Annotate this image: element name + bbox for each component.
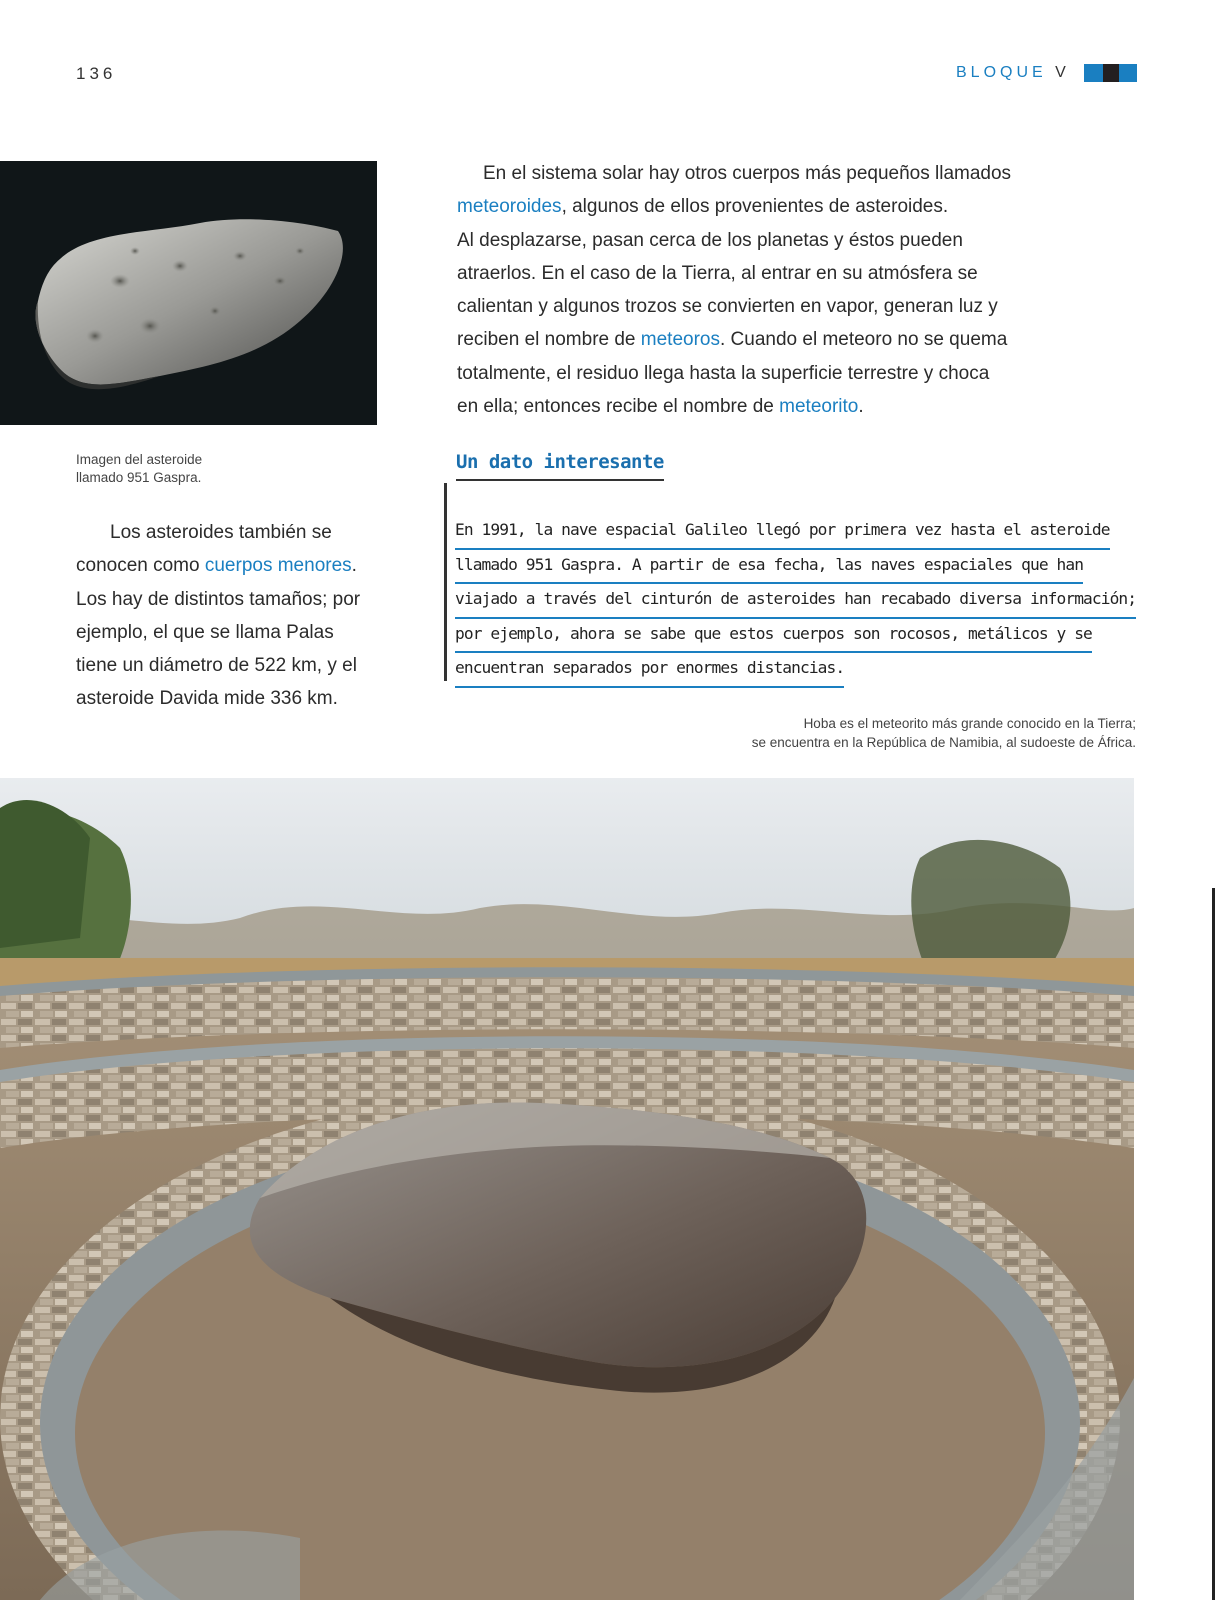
left-line-2: conocen como cuerpos menores. — [76, 555, 357, 577]
main-line-6: reciben el nombre de meteoros. Cuando el meteoro no se quema — [457, 329, 1008, 351]
hoba-caption — [600, 715, 1136, 752]
fact-line: En 1991, la nave espacial Galileo llegó por primera vez hasta el asteroide — [455, 515, 1110, 550]
hoba-meteorite-photo — [0, 778, 1134, 1600]
main-line-5: calientan y algunos trozos se convierten en vapor, generan luz y — [457, 296, 998, 318]
hoba-caption-line2: se encuentra en la República de Namibia, al sudoeste de África. — [751, 734, 1136, 750]
left-line-1: Los asteroides también se — [110, 522, 332, 543]
main-paragraph — [457, 157, 1067, 423]
term-meteoros: meteoros — [640, 329, 720, 351]
asteroid-illustration — [0, 161, 377, 425]
term-meteoroides: meteoroides — [457, 196, 562, 218]
fact-line: por ejemplo, ahora se sabe que estos cuerpos son rocosos, metálicos y se — [455, 619, 1092, 654]
fact-line: llamado 951 Gaspra. A partir de esa fecha, las naves espaciales que han — [455, 550, 1083, 585]
asteroid-caption — [76, 451, 296, 487]
fact-box-rule — [444, 483, 447, 681]
left-line-5: tiene un diámetro de 522 km, y el — [76, 655, 357, 677]
asteroid-gaspra-photo — [0, 161, 377, 425]
main-line-8: en ella; entonces recibe el nombre de meteorito. — [457, 396, 864, 418]
block-label — [956, 64, 1068, 82]
left-line-4: ejemplo, el que se llama Palas — [76, 621, 334, 643]
page-number: 136 — [76, 64, 117, 83]
main-line-3: Al desplazarse, pasan cerca de los planetas y éstos pueden — [457, 229, 963, 251]
block-bar-blue-left — [1084, 64, 1103, 82]
fact-line: viajado a través del cinturón de asteroides han recabado diversa información; — [455, 584, 1136, 619]
left-line-6: asteroide Davida mide 336 km. — [76, 688, 338, 710]
fact-box-title: Un dato interesante — [456, 451, 664, 481]
hoba-caption-line1: Hoba es el meteorito más grande conocido en la Tierra; — [803, 716, 1136, 731]
main-line-2: meteoroides, algunos de ellos provenientes de asteroides. — [457, 196, 949, 218]
main-line-7: totalmente, el residuo llega hasta la superficie terrestre y choca — [457, 362, 990, 384]
left-paragraph — [76, 516, 406, 716]
hoba-illustration — [0, 778, 1134, 1600]
block-color-bars — [1084, 64, 1137, 82]
block-bar-blue-right — [1119, 64, 1137, 82]
block-label-text: BLOQUE — [956, 64, 1047, 81]
left-line-3: Los hay de distintos tamaños; por — [76, 588, 361, 610]
term-cuerpos-menores: cuerpos menores — [204, 555, 352, 577]
fact-box — [455, 515, 1137, 688]
block-bar-black — [1103, 64, 1119, 82]
main-line-1: En el sistema solar hay otros cuerpos más pequeños llamados — [483, 163, 1012, 184]
main-line-4: atraerlos. En el caso de la Tierra, al entrar en su atmósfera se — [457, 262, 978, 284]
asteroid-caption-line1: Imagen del asteroide — [76, 452, 203, 467]
fact-line: encuentran separados por enormes distancias. — [455, 653, 844, 688]
block-number: V — [1055, 64, 1068, 81]
term-meteorito: meteorito — [779, 396, 859, 418]
asteroid-caption-line2: llamado 951 Gaspra. — [76, 470, 202, 485]
